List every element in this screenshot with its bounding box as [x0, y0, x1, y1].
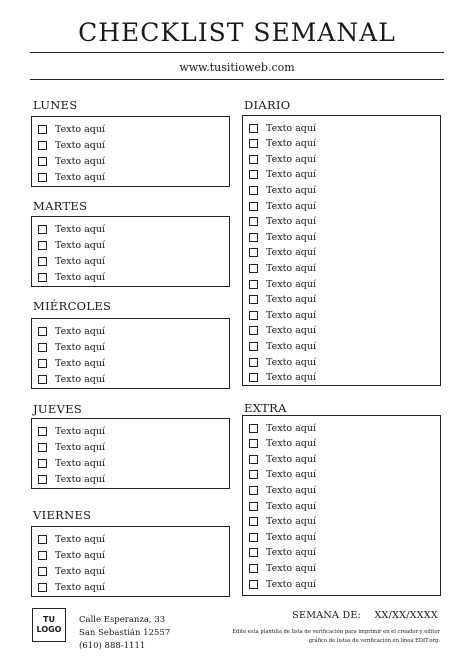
checkbox[interactable]	[249, 311, 258, 320]
checklist-item-label: Texto aquí	[266, 356, 317, 368]
header-bottom-divider	[30, 79, 444, 80]
checklist-item-label: Texto aquí	[55, 171, 106, 183]
checklist-item-label: Texto aquí	[55, 457, 106, 469]
checklist-item	[249, 277, 316, 291]
checklist-item-label: Texto aquí	[266, 500, 317, 512]
section-label-extra: EXTRA	[244, 401, 287, 415]
checklist-item-label: Texto aquí	[266, 231, 317, 243]
checkbox[interactable]	[38, 241, 47, 250]
checklist-item-label: Texto aquí	[266, 153, 317, 165]
checkbox[interactable]	[249, 580, 258, 589]
checkbox[interactable]	[249, 139, 258, 148]
checklist-item	[249, 546, 316, 560]
checkbox[interactable]	[249, 564, 258, 573]
checklist-item	[249, 121, 316, 135]
checkbox[interactable]	[38, 459, 47, 468]
checkbox[interactable]	[38, 427, 47, 436]
checklist-item-label: Texto aquí	[55, 373, 106, 385]
checkbox[interactable]	[38, 273, 47, 282]
checklist-item	[249, 561, 316, 575]
checklist-item	[249, 515, 316, 529]
checklist-item-label: Texto aquí	[266, 184, 317, 196]
checklist-item	[249, 215, 316, 229]
checklist-box-lunes	[31, 116, 230, 187]
checklist-item-label: Texto aquí	[55, 223, 106, 235]
logo-text-line2: LOGO	[36, 625, 62, 634]
checklist-item	[38, 154, 105, 168]
checklist-item	[38, 472, 105, 486]
checkbox[interactable]	[38, 125, 47, 134]
checkbox[interactable]	[38, 567, 47, 576]
checklist-item-label: Texto aquí	[266, 138, 317, 150]
address-phone: (610) 888-1111	[79, 641, 146, 651]
page-title: CHECKLIST SEMANAL	[78, 18, 396, 47]
checkbox[interactable]	[249, 358, 258, 367]
checklist-item	[38, 456, 105, 470]
checklist-item-label: Texto aquí	[266, 422, 317, 434]
checklist-item	[38, 270, 105, 284]
checkbox[interactable]	[38, 173, 47, 182]
checklist-item	[249, 230, 316, 244]
footer-note-line1: Edite esta plantilla de lista de verificación para imprimir en el creador y editor	[232, 629, 440, 635]
checkbox[interactable]	[38, 535, 47, 544]
checklist-item-label: Texto aquí	[266, 294, 317, 306]
checklist-item	[38, 238, 105, 252]
checklist-item-label: Texto aquí	[266, 169, 317, 181]
checklist-item	[38, 324, 105, 338]
checklist-item	[38, 222, 105, 236]
contact-address	[79, 614, 170, 653]
checklist-item-label: Texto aquí	[55, 123, 106, 135]
checkbox[interactable]	[249, 424, 258, 433]
checkbox[interactable]	[38, 225, 47, 234]
footer-note	[210, 628, 440, 646]
checklist-item-label: Texto aquí	[266, 278, 317, 290]
checklist-item	[38, 564, 105, 578]
checklist-item	[249, 324, 316, 338]
checklist-item	[249, 293, 316, 307]
checklist-item-label: Texto aquí	[266, 372, 317, 384]
checklist-item	[38, 580, 105, 594]
checklist-item-label: Texto aquí	[266, 216, 317, 228]
address-street: Calle Esperanza, 33	[79, 615, 166, 625]
checkbox[interactable]	[249, 517, 258, 526]
checklist-item-label: Texto aquí	[266, 262, 317, 274]
checkbox[interactable]	[249, 217, 258, 226]
checklist-item	[38, 254, 105, 268]
checklist-item	[249, 137, 316, 151]
checklist-item-label: Texto aquí	[266, 516, 317, 528]
checkbox[interactable]	[249, 486, 258, 495]
checklist-item	[249, 437, 316, 451]
checklist-item-label: Texto aquí	[55, 239, 106, 251]
checklist-item-label: Texto aquí	[266, 484, 317, 496]
checkbox[interactable]	[249, 248, 258, 257]
week-label: SEMANA DE:	[292, 610, 362, 621]
checklist-item-label: Texto aquí	[55, 271, 106, 283]
section-label-diario: DIARIO	[244, 98, 291, 112]
checklist-item	[38, 170, 105, 184]
checkbox[interactable]	[249, 502, 258, 511]
checkbox[interactable]	[38, 327, 47, 336]
checkbox[interactable]	[38, 475, 47, 484]
checkbox[interactable]	[249, 533, 258, 542]
checklist-item	[249, 199, 316, 213]
checklist-item	[38, 122, 105, 136]
checklist-box-martes	[31, 216, 230, 287]
section-label-viernes: VIERNES	[33, 508, 92, 522]
address-city: San Sebastián 12557	[79, 628, 171, 638]
checklist-item-label: Texto aquí	[55, 581, 106, 593]
checklist-item-label: Texto aquí	[55, 549, 106, 561]
logo-text-line1: TU	[43, 615, 55, 624]
checklist-item-label: Texto aquí	[55, 325, 106, 337]
checklist-item	[38, 356, 105, 370]
checkbox[interactable]	[249, 264, 258, 273]
checklist-item-label: Texto aquí	[266, 325, 317, 337]
section-label-miercoles: MIÉRCOLES	[33, 299, 112, 313]
checklist-item-label: Texto aquí	[266, 453, 317, 465]
checklist-item	[249, 452, 316, 466]
checkbox[interactable]	[38, 443, 47, 452]
checkbox[interactable]	[249, 186, 258, 195]
checklist-item-label: Texto aquí	[266, 578, 317, 590]
checklist-item	[249, 499, 316, 513]
checkbox[interactable]	[249, 326, 258, 335]
checklist-item-label: Texto aquí	[266, 122, 317, 134]
checkbox[interactable]	[249, 155, 258, 164]
checklist-item	[38, 424, 105, 438]
checkbox[interactable]	[38, 375, 47, 384]
checklist-item-label: Texto aquí	[266, 247, 317, 259]
checklist-item	[249, 246, 316, 260]
checkbox[interactable]	[38, 551, 47, 560]
checklist-item	[38, 340, 105, 354]
checklist-item-label: Texto aquí	[55, 255, 106, 267]
checklist-item	[38, 532, 105, 546]
checkbox[interactable]	[249, 280, 258, 289]
checklist-item-label: Texto aquí	[266, 531, 317, 543]
checklist-item-label: Texto aquí	[55, 139, 106, 151]
checklist-box-diario	[242, 115, 441, 386]
checklist-item	[249, 183, 316, 197]
checklist-box-miercoles	[31, 318, 230, 389]
checklist-item	[249, 577, 316, 591]
section-label-martes: MARTES	[33, 199, 88, 213]
checkbox[interactable]	[249, 295, 258, 304]
checkbox[interactable]	[38, 583, 47, 592]
checklist-box-jueves	[31, 418, 230, 489]
checklist-item-label: Texto aquí	[55, 357, 106, 369]
checklist-item	[249, 530, 316, 544]
section-label-jueves: JUEVES	[33, 402, 83, 416]
checkbox[interactable]	[38, 359, 47, 368]
checkbox[interactable]	[249, 170, 258, 179]
checklist-item	[249, 339, 316, 353]
checklist-item	[249, 168, 316, 182]
checklist-item-label: Texto aquí	[266, 562, 317, 574]
checkbox[interactable]	[38, 257, 47, 266]
checklist-item-label: Texto aquí	[266, 469, 317, 481]
header-top-divider	[30, 52, 444, 53]
checklist-item-label: Texto aquí	[266, 200, 317, 212]
checkbox[interactable]	[249, 373, 258, 382]
checklist-item-label: Texto aquí	[55, 341, 106, 353]
checklist-item-label: Texto aquí	[55, 441, 106, 453]
checklist-box-extra	[242, 415, 441, 596]
checklist-item	[249, 355, 316, 369]
checkbox[interactable]	[38, 141, 47, 150]
checklist-item-label: Texto aquí	[55, 533, 106, 545]
checklist-item	[38, 372, 105, 386]
checklist-item	[249, 261, 316, 275]
checklist-item	[249, 483, 316, 497]
checklist-item	[38, 440, 105, 454]
checklist-box-viernes	[31, 526, 230, 597]
checkbox[interactable]	[38, 343, 47, 352]
checklist-item-label: Texto aquí	[266, 340, 317, 352]
checkbox[interactable]	[38, 157, 47, 166]
checklist-item	[38, 548, 105, 562]
checkbox[interactable]	[249, 124, 258, 133]
checklist-item	[249, 421, 316, 435]
checkbox[interactable]	[249, 455, 258, 464]
footer-note-line2: gráfico de listas de verificación en línea EDIT.org.	[308, 638, 440, 644]
checklist-item	[249, 308, 316, 322]
checklist-item-label: Texto aquí	[55, 425, 106, 437]
checklist-item-label: Texto aquí	[266, 547, 317, 559]
checkbox[interactable]	[249, 202, 258, 211]
checklist-item-label: Texto aquí	[55, 155, 106, 167]
checklist-item	[249, 468, 316, 482]
week-value[interactable]: XX/XX/XXXX	[374, 610, 438, 621]
logo-placeholder	[32, 608, 66, 642]
website-url: www.tusitioweb.com	[179, 61, 295, 74]
week-field	[292, 610, 438, 621]
checklist-item-label: Texto aquí	[266, 438, 317, 450]
checklist-item-label: Texto aquí	[55, 473, 106, 485]
checklist-item-label: Texto aquí	[55, 565, 106, 577]
checklist-item	[249, 152, 316, 166]
checkbox[interactable]	[249, 233, 258, 242]
section-label-lunes: LUNES	[33, 98, 78, 112]
checkbox[interactable]	[249, 548, 258, 557]
checkbox[interactable]	[249, 439, 258, 448]
checklist-item	[38, 138, 105, 152]
checkbox[interactable]	[249, 342, 258, 351]
checklist-item-label: Texto aquí	[266, 309, 317, 321]
checkbox[interactable]	[249, 470, 258, 479]
checklist-item	[249, 371, 316, 385]
